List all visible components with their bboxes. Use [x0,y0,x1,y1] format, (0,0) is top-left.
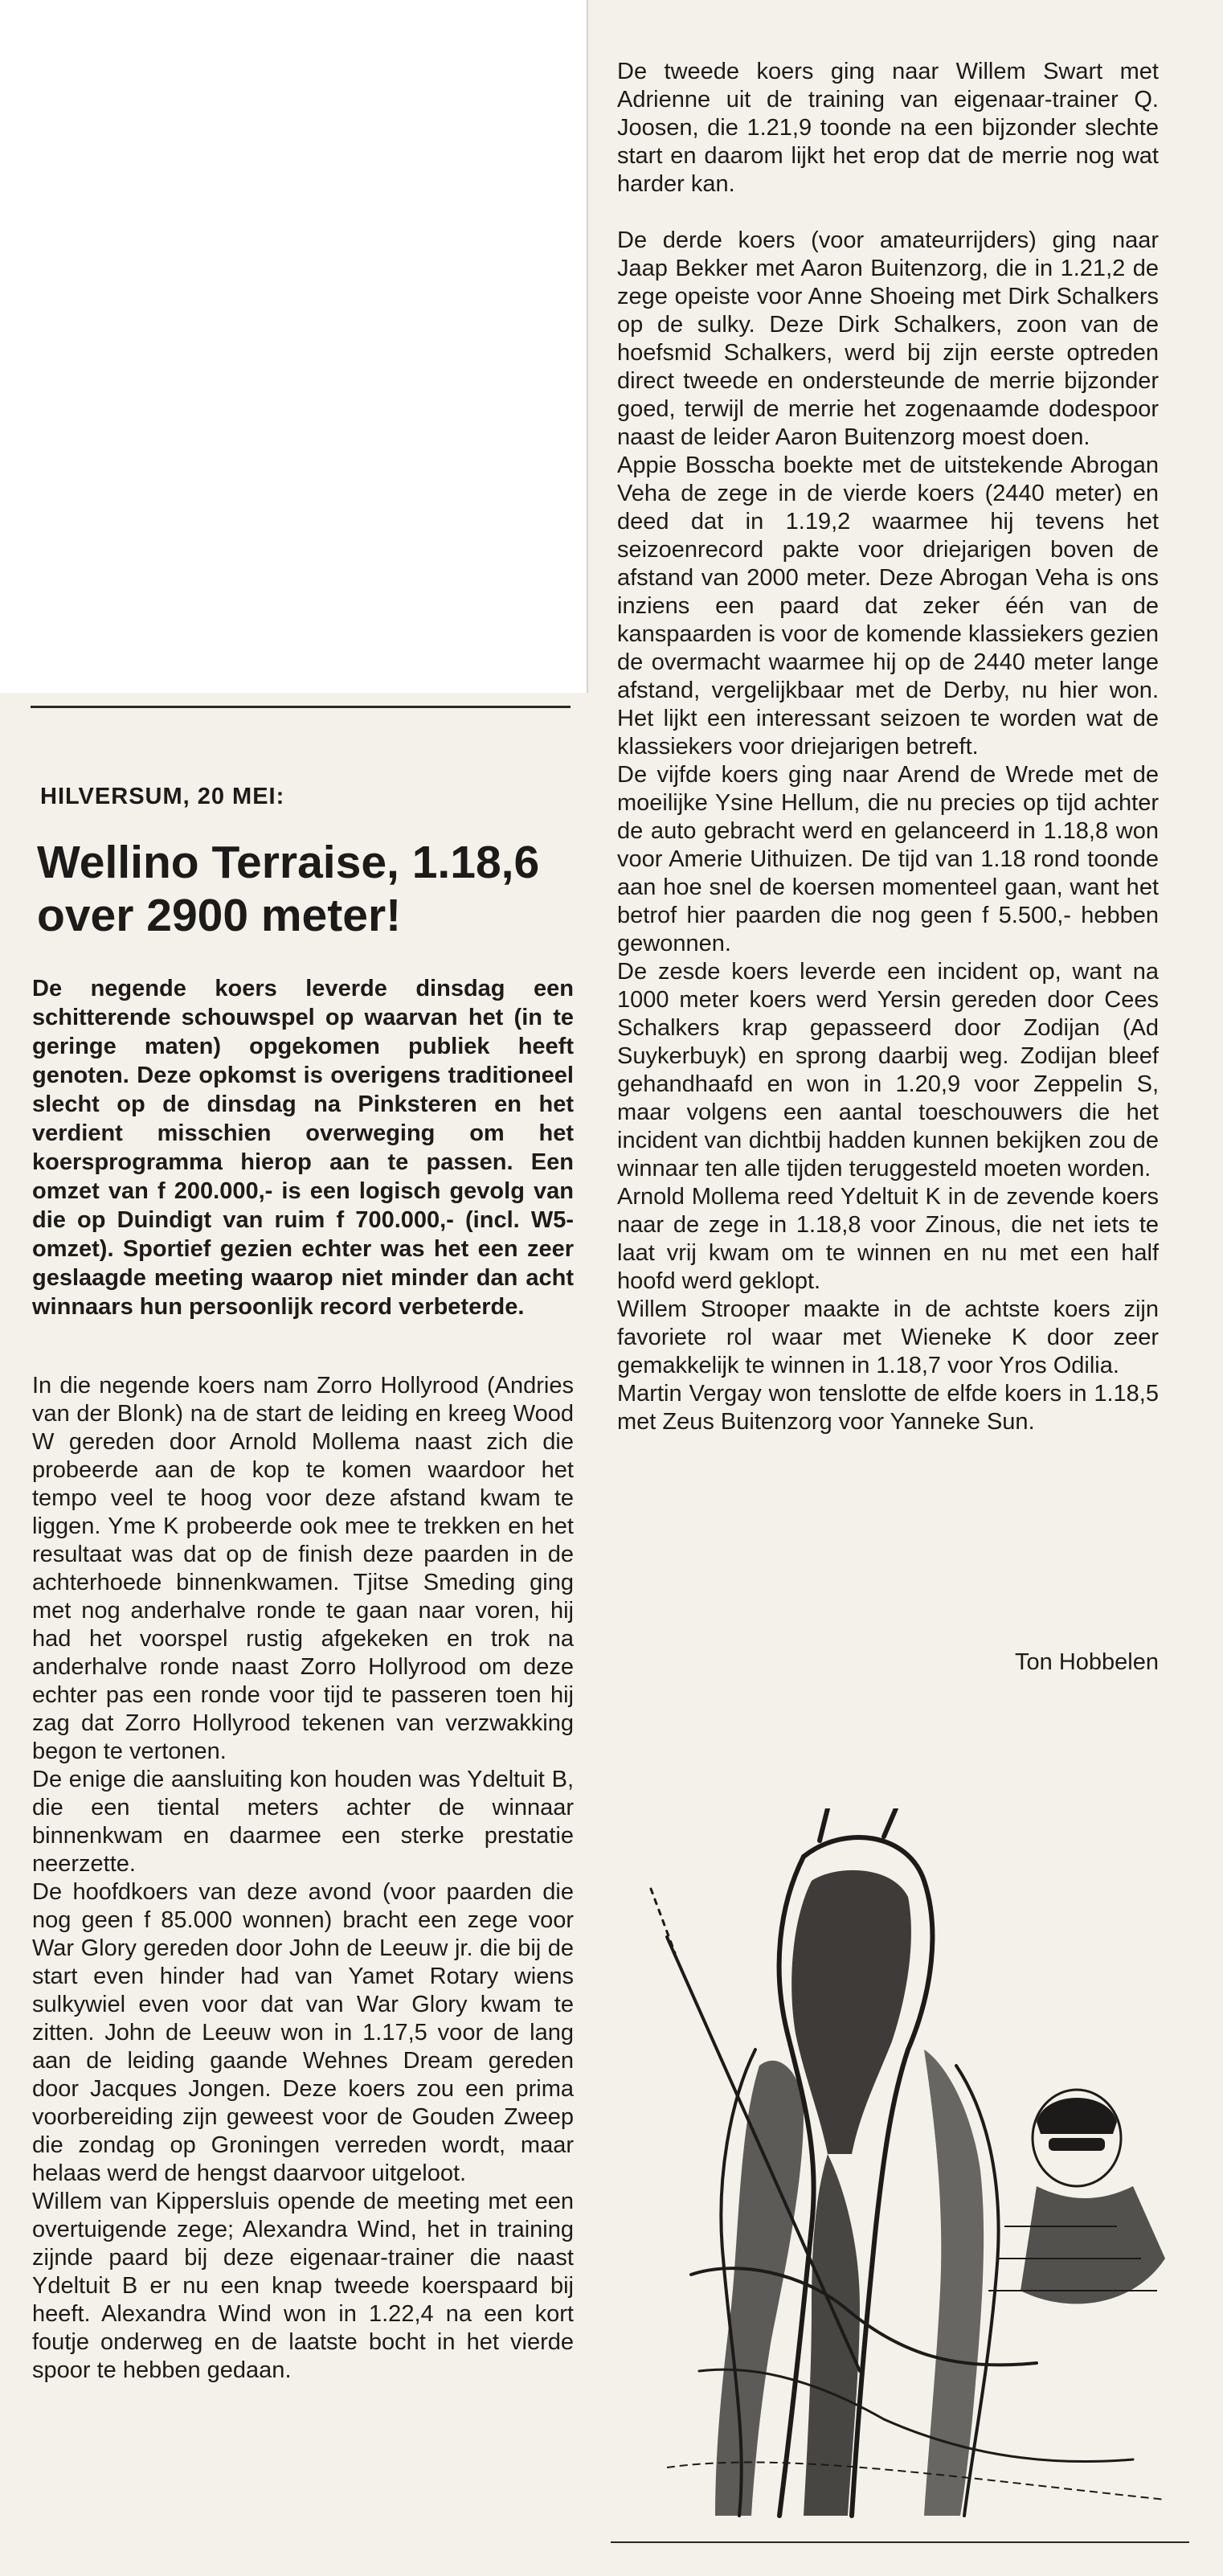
right-paragraph-8: Martin Vergay won tenslotte de elfde koers in 1.18,5 met Zeus Buitenzorg voor Yanneke Sun. [617,1381,1159,1435]
byline: Ton Hobbelen [1015,1649,1159,1675]
right-column-body [617,58,1159,1436]
left-paragraph-3: De hoofdkoers van deze avond (voor paarden die nog geen f 85.000 wonnen) bracht een zege voor War Glory gereden door John de Leeuw jr. die bij de start even hinder had van Yamet Rotary wiens sulkywiel even voor dat van War Glory kwam te zitten. John de Leeuw won in 1.17,5 voor de lang aan de leiding gaande Wehnes Dream gereden door Jacques Jongen. Deze koers zou een prima voorbereiding zijn geweest voor de Gouden Zweep die zondag op Groningen verreden wordt, maar helaas werd de hengst daarvoor uitgeloot. [32,1879,574,2186]
headline [37,836,551,942]
left-paragraph-2: De enige die aansluiting kon houden was Ydeltuit B, die een tiental meters achter de winnaar binnenkwam en daarmee een sterke prestatie neerzette. [32,1767,574,1877]
lead-paragraph: De negende koers leverde dinsdag een schitterende schouwspel op waarvan het (in te geringe maten) opgekomen publiek heeft genoten. Deze opkomst is overigens traditioneel slecht op de dinsdag na Pinksteren en het verdient misschien overweging om het koersprogramma hierop aan te passen. Een omzet van f 200.000,- is een logisch gevolg van die op Duindigt van ruim f 700.000,- (incl. W5-omzet). Sportief gezien echter was het een zeer geslaagde meeting waarop niet minder dan acht winnaars hun persoonlijk record verbeterde. [32,976,574,1320]
right-paragraph-2: De derde koers (voor amateurrijders) ging naar Jaap Bekker met Aaron Buitenzorg, die in 1.21,2 de zege opeiste voor Anne Shoeing met Dirk Schalkers op de sulky. Deze Dirk Schalkers, zoon van de hoefsmid Schalkers, werd bij zijn eerste optreden direct tweede en ondersteunde de merrie bijzonder goed, terwijl de merrie het zogenaamde dodespoor naast de leider Aaron Buitenzorg moest doen. [617,227,1159,450]
left-paragraph-1: In die negende koers nam Zorro Hollyrood (Andries van der Blonk) na de start de leiding en kreeg Wood W gereden door Arnold Mollema naast zich die probeerde aan de kop te komen waardoor het tempo veel te hoog voor deze afstand kwam te liggen. Yme K probeerde ook mee te trekken en het resultaat was dat op de finish deze paarden in de achterhoede binnenkwamen. Tjitse Smeding ging met nog anderhalve ronde te gaan naar voren, hij had het voorspel rustig afgekeken en trok na anderhalve ronde naast Zorro Hollyrood om deze echter pas een ronde voor tijd te passeren toen hij zag dat Zorro Hollyrood tekenen van verzwakking begon te vertonen. [32,1373,574,1764]
headline-line-1: Wellino Terraise, 1.18,6 [37,837,540,888]
blank-area [0,0,587,693]
trotting-horse-driver-drawing-icon [619,1808,1173,2524]
right-paragraph-4: De vijfde koers ging naar Arend de Wrede met de moeilijke Ysine Hellum, die nu precies op tijd achter de auto gebracht werd en gelanceerd in 1.18,8 won voor Amerie Uithuizen. De tijd van 1.18 rond toonde aan hoe snel de koersen momenteel gaan, want het betrof hier paarden die nog geen f 5.500,- hebben gewonnen. [617,762,1159,956]
right-paragraph-3: Appie Bosscha boekte met de uitstekende Abrogan Veha de zege in de vierde koers (2440 meter) en deed dat in 1.19,2 waarmee hij tevens het seizoenrecord pakte voor driejarigen boven de afstand van 2000 meter. Deze Abrogan Veha is ons inziens een paard dat zeker één van de kanspaarden is voor de komende klassiekers gezien de overmacht waarmee hij op de 2440 meter lange afstand, vergelijkbaar met de Derby, nu hier won. Het lijkt een interessant seizoen te worden wat de klassiekers voor driejarigen betreft. [617,453,1159,760]
headline-line-2: over 2900 meter! [37,890,402,941]
dateline: HILVERSUM, 20 MEI: [40,784,285,809]
column-divider [587,0,588,693]
right-paragraph-7: Willem Strooper maakte in de achtste koers zijn favoriete rol waar met Wieneke K door zeer gemakkelijk te winnen in 1.18,7 voor Yros Odilia. [617,1296,1159,1378]
right-paragraph-1: De tweede koers ging naar Willem Swart met Adrienne uit de training van eigenaar-trainer Q. Joosen, die 1.21,9 toonde na een bijzonder slechte start en daarom lijkt het erop dat de merrie nog wat harder kan. [617,59,1159,197]
right-paragraph-5: De zesde koers leverde een incident op, want na 1000 meter koers werd Yersin gereden door Cees Schalkers krap gepasseerd door Zodijan (Ad Suykerbuyk) en sprong daarbij weg. Zodijan bleef gehandhaafd en won in 1.20,9 voor Zeppelin S, maar volgens een aantal toeschouwers die het incident van dichtbij hadden kunnen bekijken zou de winnaar ten alle tijden teruggesteld moeten worden. [617,959,1159,1182]
right-paragraph-6: Arnold Mollema reed Ydeltuit K in de zevende koers naar de zege in 1.18,8 voor Zinous, die net iets te laat vrij kwam om te winnen en nu met een half hoofd werd geklopt. [617,1184,1159,1294]
left-column-body [32,1372,574,2385]
section-rule [31,706,571,708]
left-paragraph-4: Willem van Kippersluis opende de meeting met een overtuigende zege; Alexandra Wind, het in training zijnde paard bij deze eigenaar-trainer die naast Ydeltuit B er nu een knap tweede koerspaard bij heeft. Alexandra Wind won in 1.22,4 na een kort foutje onderweg en de laatste bocht in het vierde spoor te hebben gedaan. [32,2189,574,2383]
bottom-rule [611,2541,1189,2543]
